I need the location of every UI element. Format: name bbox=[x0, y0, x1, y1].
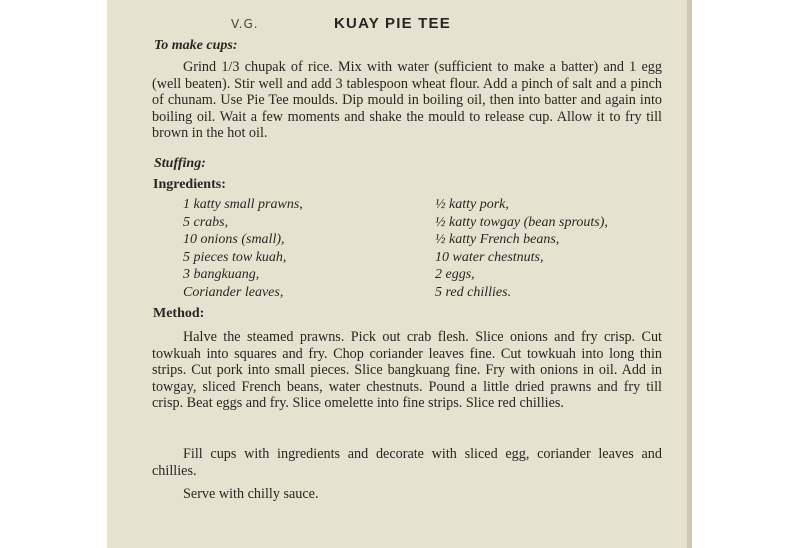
method-paragraph-2 bbox=[152, 446, 662, 479]
method-paragraph-1 bbox=[152, 329, 662, 412]
list-item: 10 onions (small), bbox=[183, 232, 285, 247]
list-item: ½ katty pork, bbox=[435, 197, 509, 212]
recipe-page bbox=[107, 0, 692, 548]
method-paragraph-3 bbox=[152, 486, 662, 503]
ingredients-right-list bbox=[435, 196, 608, 301]
ingredients-heading: Ingredients: bbox=[153, 177, 226, 192]
ingredients-left-list bbox=[183, 196, 303, 301]
list-item: 3 bangkuang, bbox=[183, 267, 260, 282]
cups-text: Grind 1/3 chupak of rice. Mix with water (sufficient to make a batter) and 1 egg (well beaten). Stir well and add 3 tablespoon wheat flour. Add a pinch of salt and a pinch of chunam. Use Pie Tee moulds. Dip mould in boiling oil, then into batter and again into boiling oil. Wait a few moments and shake the mould to release cup. Allow it to fry till brown in the hot oil. bbox=[152, 59, 662, 141]
list-item: Coriander leaves, bbox=[183, 284, 284, 300]
list-item: 2 eggs, bbox=[435, 267, 475, 282]
list-item: 5 crabs, bbox=[183, 214, 229, 230]
handwritten-note: V.G. bbox=[231, 17, 259, 31]
list-item: 1 katty small prawns, bbox=[183, 197, 303, 212]
page-title: KUAY PIE TEE bbox=[334, 15, 451, 32]
method-text-2: Fill cups with ingredients and decorate with sliced egg, coriander leaves and chillies. bbox=[152, 446, 662, 479]
method-text-1: Halve the steamed prawns. Pick out crab flesh. Slice onions and fry crisp. Cut towkuah into squares and fry. Chop coriander leaves fine. Cut towkuah into long thin strips. Cut pork into small pieces. Slice bangkuang fine. Fry with onions in oil. Add in towgay, sliced French beans, water chestnuts. Pound a little dried prawns and fry till crisp. Beat eggs and fry. Slice omelette into fine strips. Slice red chillies. bbox=[152, 329, 662, 411]
cups-instructions bbox=[152, 59, 662, 142]
cups-heading: To make cups: bbox=[154, 38, 238, 53]
list-item: ½ katty French beans, bbox=[435, 232, 560, 247]
list-item: ½ katty towgay (bean sprouts), bbox=[435, 214, 608, 230]
list-item: 5 red chillies. bbox=[435, 284, 512, 300]
list-item: 5 pieces tow kuah, bbox=[183, 249, 287, 265]
method-heading: Method: bbox=[153, 306, 205, 321]
stuffing-heading: Stuffing: bbox=[154, 156, 206, 171]
list-item: 10 water chestnuts, bbox=[435, 249, 544, 265]
method-text-3: Serve with chilly sauce. bbox=[183, 486, 319, 502]
